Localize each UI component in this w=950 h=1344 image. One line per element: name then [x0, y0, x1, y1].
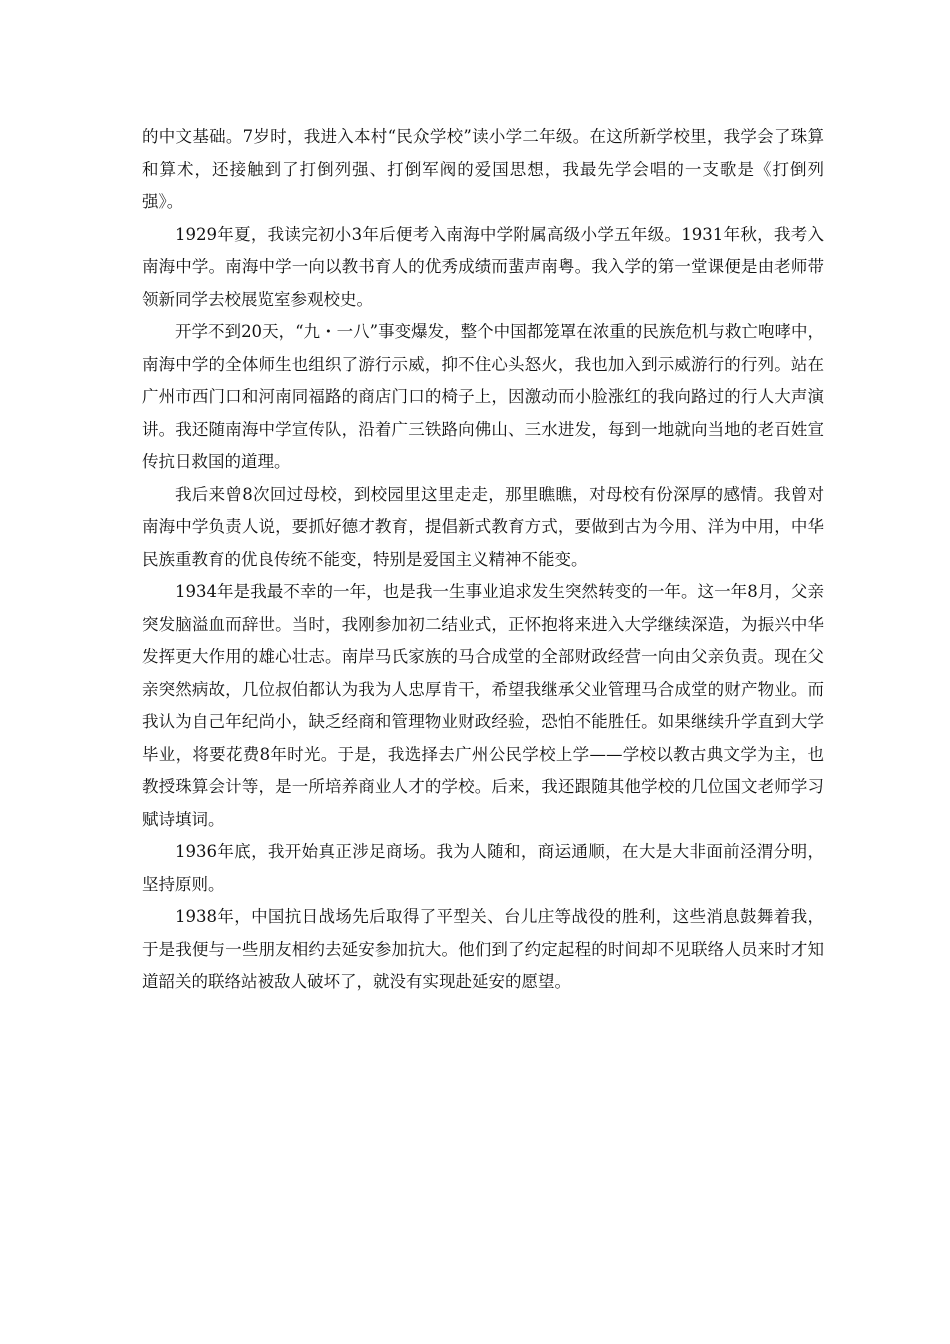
- paragraph: 1934年是我最不幸的一年，也是我一生事业追求发生突然转变的一年。这一年8月，父亲突发脑溢血而辞世。当时，我刚参加初二结业式，正怀抱将来进入大学继续深造，为振兴中华发挥更大作用的雄心壮志。南岸马氏家族的马合成堂的全部财政经营一向由父亲负责。现在父亲突然病故，几位叔伯都认为我为人忠厚肯干，希望我继承父业管理马合成堂的财产物业。而我认为自己年纪尚小，缺乏经商和管理物业财政经验，恐怕不能胜任。如果继续升学直到大学毕业，将要花费8年时光。于是，我选择去广州公民学校上学——学校以教古典文学为主，也教授珠算会计等，是一所培养商业人才的学校。后来，我还跟随其他学校的几位国文老师学习赋诗填词。: [142, 582, 824, 829]
- paragraph: 我后来曾8次回过母校，到校园里这里走走，那里瞧瞧，对母校有份深厚的感情。我曾对南海中学负责人说，要抓好德才教育，提倡新式教育方式，要做到古为今用、洋为中用，中华民族重教育的优良传统不能变，特别是爱国主义精神不能变。: [142, 484, 824, 569]
- document-page: [142, 121, 824, 999]
- paragraph: 开学不到20天，“九・一八”事变爆发，整个中国都笼罩在浓重的民族危机与救亡咆哮中，南海中学的全体师生也组织了游行示威，抑不住心头怒火，我也加入到示威游行的行列。站在广州市西门口和河南同福路的商店门口的椅子上，因激动而小脸涨红的我向路过的行人大声演讲。我还随南海中学宣传队，沿着广三铁路向佛山、三水进发，每到一地就向当地的老百姓宣传抗日救国的道理。: [142, 322, 824, 471]
- paragraph: 1936年底，我开始真正涉足商场。我为人随和，商运通顺，在大是大非面前泾渭分明，坚持原则。: [142, 842, 824, 894]
- paragraph: 1929年夏，我读完初小3年后便考入南海中学附属高级小学五年级。1931年秋，我考入南海中学。南海中学一向以教书育人的优秀成绩而蜚声南粤。我入学的第一堂课便是由老师带领新同学去校展览室参观校史。: [142, 224, 824, 309]
- paragraph: 的中文基础。7岁时，我进入本村“民众学校”读小学二年级。在这所新学校里，我学会了珠算和算术，还接触到了打倒列强、打倒军阀的爱国思想，我最先学会唱的一支歌是《打倒列强》。: [142, 127, 824, 211]
- paragraph: 1938年，中国抗日战场先后取得了平型关、台儿庄等战役的胜利，这些消息鼓舞着我，于是我便与一些朋友相约去延安参加抗大。他们到了约定起程的时间却不见联络人员来时才知道韶关的联络站被敌人破坏了，就没有实现赴延安的愿望。: [142, 907, 824, 991]
